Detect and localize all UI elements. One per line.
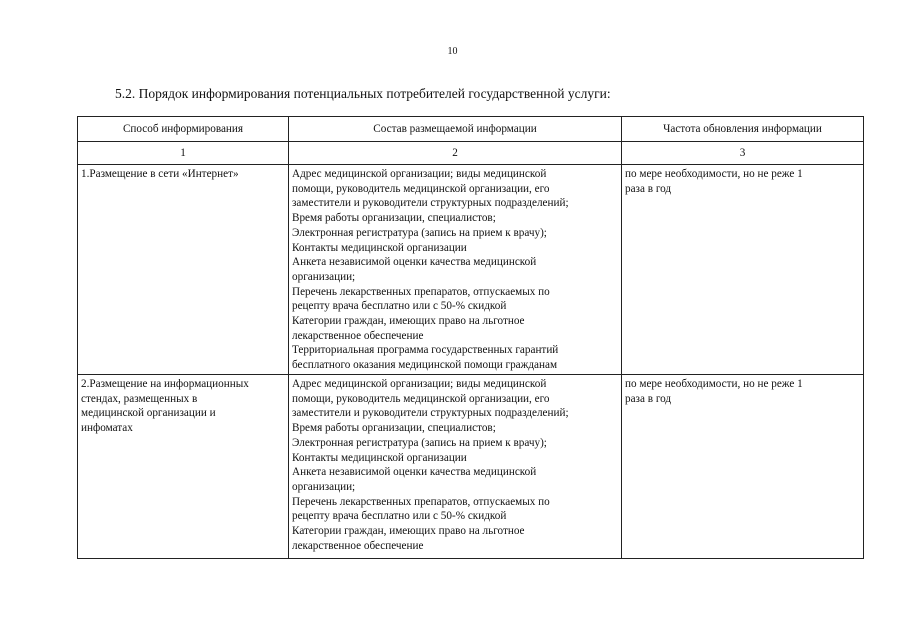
content-line: организации;	[292, 480, 356, 493]
content-line: Адрес медицинской организации; виды медицинской	[292, 378, 547, 390]
content-line: Категории граждан, имеющих право на льготное	[292, 315, 525, 328]
frequency-line: по мере необходимости, но не реже 1	[625, 378, 803, 390]
table-row	[78, 375, 864, 559]
content-line: лекарственное обеспечение	[292, 539, 424, 552]
content-line: Анкета независимой оценки качества медицинской	[292, 256, 537, 269]
method-line: инфоматах	[81, 422, 133, 435]
content-line: Перечень лекарственных препаратов, отпускаемых по	[292, 285, 550, 298]
frequency-line: раза в год	[625, 392, 672, 405]
header-content: Состав размещаемой информации	[289, 117, 622, 142]
method-cell	[78, 375, 289, 559]
header-method: Способ информирования	[78, 117, 289, 142]
content-cell	[289, 165, 622, 375]
content-line: Контакты медицинской организации	[292, 451, 467, 464]
content-line: Время работы организации, специалистов;	[292, 422, 496, 435]
content-line: помощи, руководитель медицинской организации, его	[292, 392, 550, 405]
content-line: рецепту врача бесплатно или с 50-% скидкой	[292, 300, 507, 313]
method-line: 2.Размещение на информационных	[81, 378, 249, 390]
frequency-cell	[622, 165, 864, 375]
content-line: Территориальная программа государственных гарантий	[292, 344, 559, 357]
frequency-cell	[622, 375, 864, 559]
content-line: заместители и руководители структурных подразделений;	[292, 197, 569, 210]
content-line: лекарственное обеспечение	[292, 329, 424, 342]
table-row	[78, 165, 864, 375]
method-line: 1.Размещение в сети «Интернет»	[81, 168, 239, 180]
content-line: заместители и руководители структурных подразделений;	[292, 407, 569, 420]
content-line: рецепту врача бесплатно или с 50-% скидкой	[292, 510, 507, 523]
content-cell	[289, 375, 622, 559]
information-table	[77, 116, 864, 559]
section-title: 5.2. Порядок информирования потенциальных потребителей государственной услуги:	[115, 86, 611, 101]
frequency-line: раза в год	[625, 182, 672, 195]
content-line: Категории граждан, имеющих право на льготное	[292, 525, 525, 538]
content-line: Электронная регистратура (запись на прием к врачу);	[292, 436, 547, 449]
content-line: Перечень лекарственных препаратов, отпускаемых по	[292, 495, 550, 508]
content-line: Адрес медицинской организации; виды медицинской	[292, 168, 547, 180]
table-header-row	[78, 117, 864, 142]
content-line: бесплатного оказания медицинской помощи гражданам	[292, 359, 558, 372]
column-number-3: 3	[622, 142, 864, 165]
header-frequency: Частота обновления информации	[622, 117, 864, 142]
content-line: организации;	[292, 270, 356, 283]
content-line: Электронная регистратура (запись на прием к врачу);	[292, 226, 547, 239]
content-line: помощи, руководитель медицинской организации, его	[292, 182, 550, 195]
column-number-row	[78, 142, 864, 165]
content-line: Контакты медицинской организации	[292, 241, 467, 254]
content-line: Анкета независимой оценки качества медицинской	[292, 466, 537, 479]
content-line: Время работы организации, специалистов;	[292, 212, 496, 225]
frequency-line: по мере необходимости, но не реже 1	[625, 168, 803, 180]
method-line: медицинской организации и	[81, 407, 216, 420]
column-number-2: 2	[289, 142, 622, 165]
method-line: стендах, размещенных в	[81, 392, 198, 405]
column-number-1: 1	[78, 142, 289, 165]
page-number: 10	[447, 46, 458, 57]
method-cell	[78, 165, 289, 375]
